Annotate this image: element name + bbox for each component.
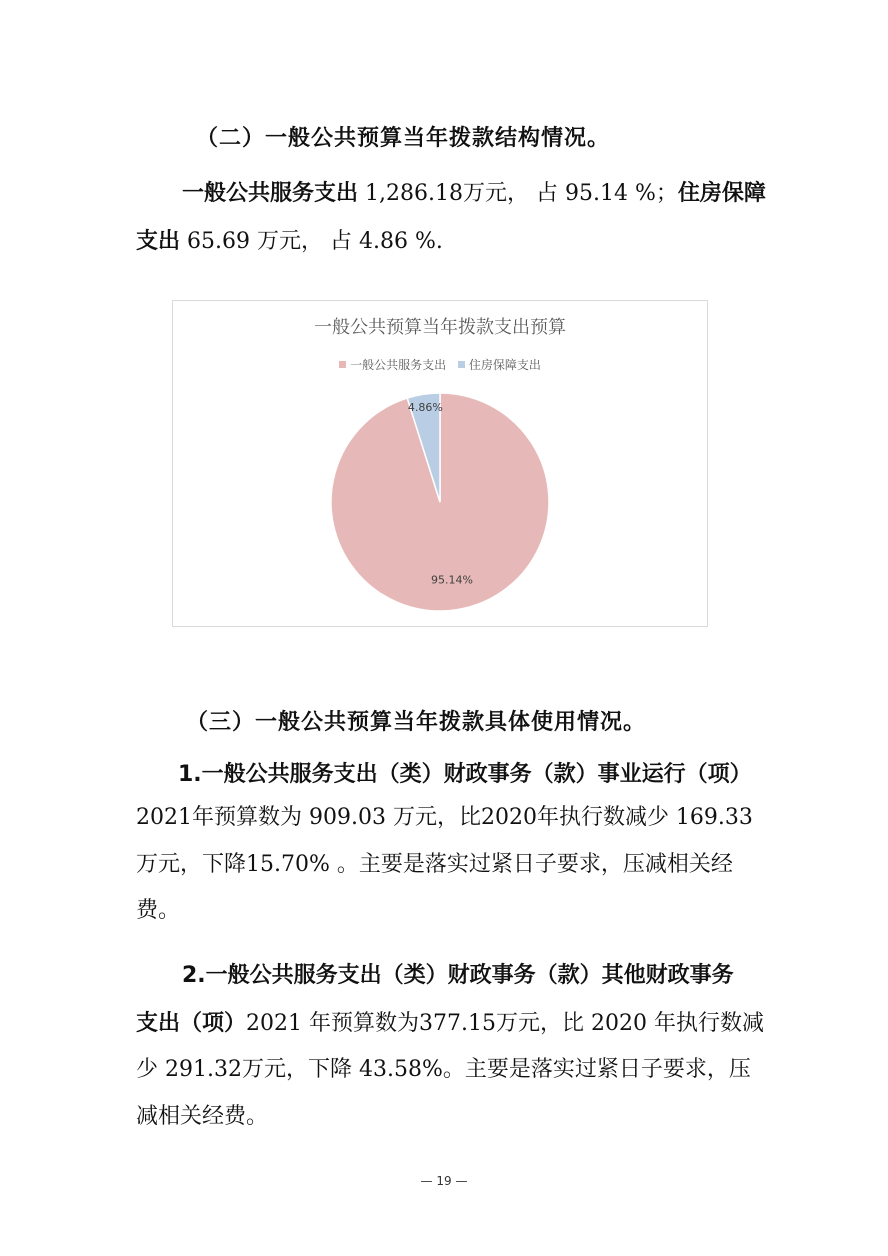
section2-line2-text: 65.69 万元， 占 4.86 %. <box>180 229 443 254</box>
item1-line3: 费。 <box>136 898 181 923</box>
section2-line2 <box>136 231 443 253</box>
chart-title: 一般公共预算当年拨款支出预算 <box>314 317 566 338</box>
legend-label-1: 住房保障支出 <box>468 358 541 372</box>
section2-line1 <box>182 183 766 205</box>
item2-line1-text: 2021 年预算数为377.15万元，比 2020 年执行数减 <box>246 1011 764 1036</box>
item2-title: 2.一般公共服务支出（类）财政事务（款）其他财政事务 <box>182 963 734 988</box>
item2-line1-bold: 支出（项） <box>136 1011 247 1036</box>
page-number: — 19 — <box>420 1174 468 1188</box>
legend-label-0: 一般公共服务支出 <box>350 358 447 372</box>
pie-svg <box>173 301 707 626</box>
section3-heading: （三）一般公共预算当年拨款具体使用情况。 <box>186 710 647 735</box>
item2-line1 <box>136 1013 764 1035</box>
section2-line1-bold2: 住房保障 <box>677 181 766 206</box>
item2-line2: 少 291.32万元，下降 43.58%。主要是落实过紧日子要求，压 <box>136 1057 751 1082</box>
item2-line3: 减相关经费。 <box>136 1104 269 1129</box>
section2-line1-bold: 一般公共服务支出 <box>182 181 359 206</box>
pie-label-housing-security: 4.86% <box>407 401 443 415</box>
item1-line2: 万元，下降15.70% 。主要是落实过紧日子要求，压减相关经 <box>136 852 733 877</box>
pie-chart <box>172 300 708 627</box>
item1-line1: 2021年预算数为 909.03 万元，比2020年执行数减少 169.33 <box>136 805 753 830</box>
item1-title: 1.一般公共服务支出（类）财政事务（款）事业运行（项） <box>178 762 752 787</box>
section2-line2-bold: 支出 <box>136 229 181 254</box>
pie-label-general-public-services: 95.14% <box>430 573 473 587</box>
section2-heading: （二）一般公共预算当年拨款结构情况。 <box>196 126 611 151</box>
section2-line1-text: 1,286.18万元， 占 95.14 %； <box>358 181 678 206</box>
